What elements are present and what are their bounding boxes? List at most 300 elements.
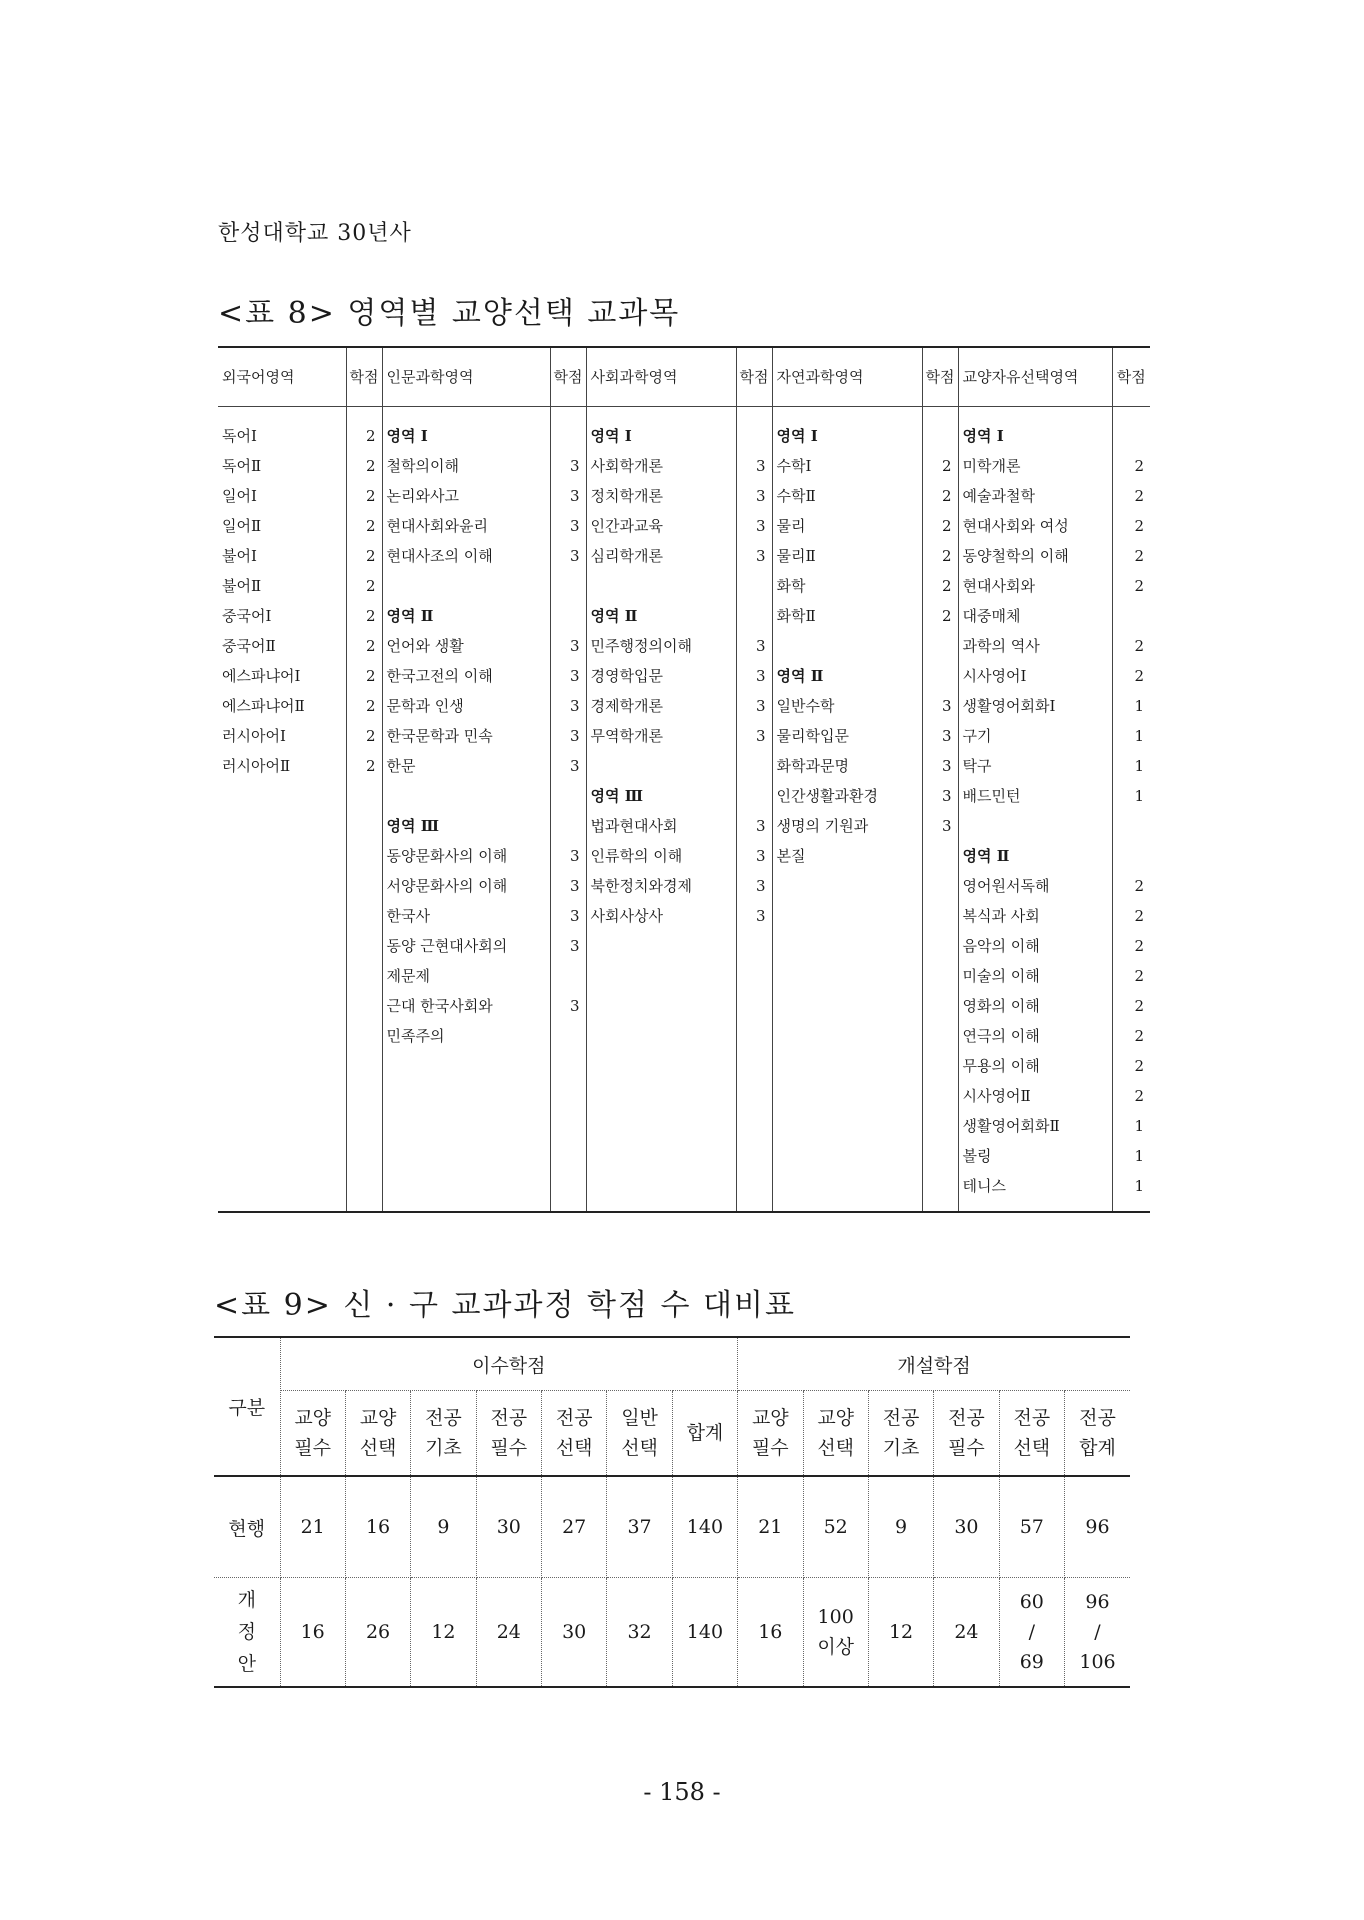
credit-cell: [550, 1111, 586, 1141]
course-cell: 사회학개론: [586, 451, 736, 481]
credit-cell: 3: [550, 691, 586, 721]
course-cell: 생활영어회화Ⅰ: [958, 691, 1112, 721]
credit-cell: 1: [1112, 781, 1150, 811]
course-cell: 논리와사고: [382, 481, 550, 511]
credit-cell: 3: [736, 661, 772, 691]
value-text: /: [1094, 1621, 1101, 1643]
table8-body: [218, 407, 1150, 1213]
table8-header-row: [218, 347, 1150, 407]
course-cell: [586, 991, 736, 1021]
credit-cell: [922, 661, 958, 691]
credit-cell: [922, 991, 958, 1021]
subheader-text: 필수: [948, 1437, 985, 1459]
table9-subheader-row: [214, 1391, 1130, 1477]
course-cell: 무용의 이해: [958, 1051, 1112, 1081]
credit-cell: 2: [1112, 541, 1150, 571]
credit-cell: 3: [550, 871, 586, 901]
table9-row-proposal: [214, 1578, 1130, 1688]
course-cell: 본질: [772, 841, 922, 871]
value-cell: 27: [542, 1476, 607, 1578]
course-cell: [382, 1051, 550, 1081]
course-cell: 서양문화사의 이해: [382, 871, 550, 901]
table8-row: [218, 1111, 1150, 1141]
credit-cell: [1112, 421, 1150, 451]
value-text: 24: [496, 1621, 521, 1643]
course-cell: 구기: [958, 721, 1112, 751]
credit-cell: [736, 1081, 772, 1111]
course-cell: 물리Ⅱ: [772, 541, 922, 571]
credit-cell: 2: [1112, 1051, 1150, 1081]
course-cell: 음악의 이해: [958, 931, 1112, 961]
credit-cell: [550, 961, 586, 991]
credit-cell: 2: [1112, 1021, 1150, 1051]
credit-cell: [346, 901, 382, 931]
course-cell: 생활영어회화Ⅱ: [958, 1111, 1112, 1141]
course-cell: [772, 1051, 922, 1081]
course-cell: [218, 1081, 346, 1111]
subheader-text: 일반: [621, 1407, 658, 1429]
credit-cell: [1112, 601, 1150, 631]
value-cell: [738, 1578, 803, 1688]
value-text: 106: [1079, 1651, 1116, 1673]
credit-cell: [1112, 841, 1150, 871]
credit-cell: [736, 961, 772, 991]
value-cell: [476, 1578, 541, 1688]
table8-row: [218, 931, 1150, 961]
subheader-text: 기초: [425, 1437, 462, 1459]
table8-row: [218, 961, 1150, 991]
value-text: 12: [431, 1621, 456, 1643]
credit-cell: 3: [550, 901, 586, 931]
course-cell: 한국고전의 이해: [382, 661, 550, 691]
page-number: - 158 -: [643, 1778, 721, 1806]
subheader-cell: [934, 1391, 999, 1477]
value-text: 26: [365, 1621, 391, 1643]
table8-row: [218, 721, 1150, 751]
table9: [214, 1336, 1130, 1688]
credit-cell: [346, 961, 382, 991]
course-cell: [586, 1111, 736, 1141]
credit-cell: 3: [922, 811, 958, 841]
course-cell: [218, 781, 346, 811]
credit-cell: 3: [736, 511, 772, 541]
course-cell: [382, 781, 550, 811]
subheader-cell: [999, 1391, 1064, 1477]
course-cell: [218, 1171, 346, 1212]
credit-cell: 2: [922, 511, 958, 541]
credit-cell: 3: [550, 991, 586, 1021]
course-cell: 에스파냐어Ⅱ: [222, 697, 305, 715]
table8-row: [218, 661, 1150, 691]
course-cell: 영역 Ⅱ: [958, 841, 1112, 871]
table8-row: [218, 601, 1150, 631]
credit-cell: [922, 1141, 958, 1171]
subheader-text: 필수: [294, 1437, 332, 1459]
credit-cell: 3: [550, 721, 586, 751]
credit-cell: 3: [922, 721, 958, 751]
subheader-cell: [411, 1391, 476, 1477]
course-cell: 근대 한국사회와: [382, 991, 550, 1021]
credit-cell: 2: [1112, 631, 1150, 661]
credit-cell: [736, 991, 772, 1021]
credit-cell: 1: [1112, 751, 1150, 781]
value-cell: 57: [999, 1476, 1064, 1578]
subheader-text: 필수: [751, 1437, 789, 1459]
course-cell: 정치학개론: [586, 481, 736, 511]
credit-cell: [550, 1021, 586, 1051]
value-text: 16: [300, 1621, 325, 1643]
course-cell: [218, 961, 346, 991]
value-text: 140: [686, 1621, 724, 1643]
spacer-row: [218, 407, 1150, 422]
credit-cell: 1: [1112, 1141, 1150, 1171]
value-text: 이상: [817, 1636, 855, 1658]
credit-cell: 2: [922, 601, 958, 631]
credit-cell: 2: [346, 661, 382, 691]
credit-cell: [736, 571, 772, 601]
course-cell: 인간생활과환경: [772, 781, 922, 811]
table8-row: [218, 1141, 1150, 1171]
credit-cell: [922, 901, 958, 931]
credit-cell: 2: [1112, 511, 1150, 541]
credit-label: 학점: [349, 368, 379, 386]
course-cell: [958, 811, 1112, 841]
credit-cell: [736, 781, 772, 811]
course-cell: 문학과 인생: [382, 691, 550, 721]
value-cell: [411, 1578, 476, 1688]
credit-cell: [922, 841, 958, 871]
subheader-text: 전공: [882, 1407, 920, 1429]
table8-row: [218, 1021, 1150, 1051]
credit-cell: 2: [1112, 961, 1150, 991]
credit-cell: [922, 1051, 958, 1081]
subheader-text: 선택: [817, 1437, 855, 1459]
col-credit: [1112, 347, 1150, 407]
credit-cell: [922, 961, 958, 991]
course-cell: [218, 811, 346, 841]
value-cell: [934, 1578, 999, 1688]
course-cell: 심리학개론: [586, 541, 736, 571]
credit-cell: 3: [550, 661, 586, 691]
course-cell: 중국어Ⅰ: [222, 607, 272, 625]
course-cell: 동양철학의 이해: [958, 541, 1112, 571]
table8-row: [218, 541, 1150, 571]
subheader-cell: [345, 1391, 410, 1477]
course-cell: 중국어Ⅱ: [222, 637, 276, 655]
credit-cell: 2: [1112, 991, 1150, 1021]
value-cell: 52: [803, 1476, 868, 1578]
course-cell: [218, 1111, 346, 1141]
table8-row: [218, 631, 1150, 661]
value-text: /: [1028, 1621, 1036, 1643]
row-label-proposal: [214, 1578, 280, 1688]
course-cell: 현대사회와윤리: [382, 511, 550, 541]
course-cell: [586, 1171, 736, 1212]
course-cell: 연극의 이해: [958, 1021, 1112, 1051]
subheader-text: 선택: [359, 1437, 397, 1459]
group-completed-credits: 이수학점: [280, 1337, 738, 1391]
table8-row: [218, 991, 1150, 1021]
value-cell: [999, 1578, 1064, 1688]
course-cell: 수학Ⅱ: [772, 481, 922, 511]
table8-row: [218, 691, 1150, 721]
course-cell: [382, 1081, 550, 1111]
value-cell: [1065, 1578, 1131, 1688]
table8-row: [218, 841, 1150, 871]
value-cell: [803, 1578, 868, 1688]
course-cell: 일어Ⅰ: [222, 487, 257, 505]
course-cell: 화학과문명: [772, 751, 922, 781]
credit-cell: [736, 751, 772, 781]
table8-row: [218, 451, 1150, 481]
course-cell: 배드민턴: [958, 781, 1112, 811]
credit-cell: 2: [1112, 1081, 1150, 1111]
course-cell: [382, 1171, 550, 1212]
course-cell: 인간과교육: [586, 511, 736, 541]
credit-cell: [922, 1111, 958, 1141]
table8-row: [218, 571, 1150, 601]
credit-cell: 2: [346, 631, 382, 661]
course-cell: [382, 1111, 550, 1141]
course-cell: 현대사회와 여성: [958, 511, 1112, 541]
course-cell: 미학개론: [958, 451, 1112, 481]
value-cell: [542, 1578, 607, 1688]
credit-cell: [346, 931, 382, 961]
group-offered-credits: 개설학점: [738, 1337, 1130, 1391]
course-cell: 복식과 사회: [958, 901, 1112, 931]
credit-cell: [346, 1051, 382, 1081]
subheader-text: 필수: [490, 1437, 528, 1459]
credit-cell: [346, 1081, 382, 1111]
course-cell: [382, 1141, 550, 1171]
course-cell: 영역 Ⅰ: [382, 421, 550, 451]
credit-cell: [922, 631, 958, 661]
credit-cell: [922, 931, 958, 961]
credit-cell: 3: [550, 451, 586, 481]
subheader-text: 전공: [1079, 1407, 1116, 1429]
value-cell: 30: [476, 1476, 541, 1578]
credit-cell: 2: [346, 421, 382, 451]
credit-cell: [346, 1171, 382, 1212]
credit-cell: [550, 421, 586, 451]
course-cell: [772, 901, 922, 931]
value-cell: [345, 1578, 410, 1688]
value-cell: 9: [411, 1476, 476, 1578]
credit-cell: 3: [736, 631, 772, 661]
credit-cell: 3: [550, 841, 586, 871]
credit-cell: [346, 781, 382, 811]
credit-cell: 2: [922, 571, 958, 601]
value-text: 32: [627, 1621, 652, 1643]
course-cell: [772, 991, 922, 1021]
subheader-cell: [738, 1391, 803, 1477]
course-cell: 북한정치와경제: [586, 871, 736, 901]
credit-cell: 2: [1112, 571, 1150, 601]
subheader-text: 선택: [555, 1437, 593, 1459]
col-natural-science: 자연과학영역: [772, 347, 922, 407]
course-cell: 독어Ⅱ: [222, 457, 262, 475]
course-cell: 민족주의: [382, 1021, 550, 1051]
value-text: 12: [888, 1621, 914, 1643]
credit-cell: [736, 1021, 772, 1051]
credit-cell: 2: [922, 481, 958, 511]
subheader-text: 전공: [555, 1407, 593, 1429]
running-header: 한성대학교 30년사: [218, 221, 412, 246]
course-cell: 화학Ⅱ: [772, 601, 922, 631]
subheader-text: 전공: [425, 1407, 462, 1429]
row-label-char: 정: [237, 1621, 256, 1643]
subheader-text: 전공: [948, 1407, 985, 1429]
subheader-text: 전공: [490, 1407, 528, 1429]
course-cell: 영역 Ⅱ: [586, 601, 736, 631]
course-cell: 물리학입문: [772, 721, 922, 751]
credit-cell: 3: [550, 511, 586, 541]
course-cell: 미술의 이해: [958, 961, 1112, 991]
credit-cell: [346, 1021, 382, 1051]
credit-cell: 3: [550, 751, 586, 781]
value-cell: [672, 1578, 737, 1688]
credit-cell: 3: [550, 541, 586, 571]
course-cell: [772, 1021, 922, 1051]
credit-label: 학점: [925, 368, 955, 386]
credit-cell: 3: [736, 481, 772, 511]
subheader-text: 선택: [621, 1437, 658, 1459]
table9-row-current: [214, 1476, 1130, 1578]
value-text: 60: [1019, 1591, 1044, 1613]
credit-cell: [736, 1171, 772, 1212]
course-cell: 독어Ⅰ: [222, 427, 257, 445]
col-credit: [736, 347, 772, 407]
course-cell: 동양 근현대사회의: [382, 931, 550, 961]
course-cell: 현대사조의 이해: [382, 541, 550, 571]
course-cell: 언어와 생활: [382, 631, 550, 661]
course-cell: 한국사: [382, 901, 550, 931]
credit-cell: 2: [346, 541, 382, 571]
credit-cell: 3: [922, 751, 958, 781]
credit-cell: 2: [1112, 661, 1150, 691]
course-cell: 법과현대사회: [586, 811, 736, 841]
row-label-char: 개: [237, 1589, 256, 1611]
course-cell: 에스파냐어Ⅰ: [222, 667, 301, 685]
credit-cell: 2: [346, 601, 382, 631]
credit-cell: [922, 871, 958, 901]
subheader-cell: [803, 1391, 868, 1477]
credit-cell: 2: [1112, 931, 1150, 961]
subheader-cell: [1065, 1391, 1131, 1477]
course-cell: [772, 1111, 922, 1141]
course-cell: [586, 931, 736, 961]
row-header-label: 구분: [214, 1337, 280, 1476]
value-text: 69: [1019, 1651, 1044, 1673]
credit-cell: 1: [1112, 691, 1150, 721]
credit-cell: [736, 1111, 772, 1141]
subheader-text: 교양: [359, 1407, 397, 1429]
credit-cell: [346, 1111, 382, 1141]
course-cell: [772, 1141, 922, 1171]
course-cell: 제문제: [382, 961, 550, 991]
course-cell: [586, 571, 736, 601]
subheader-text: 교양: [294, 1407, 332, 1429]
course-cell: [218, 871, 346, 901]
course-cell: 시사영어Ⅰ: [958, 661, 1112, 691]
course-cell: [772, 1081, 922, 1111]
credit-cell: [550, 1051, 586, 1081]
credit-label: 학점: [739, 368, 769, 386]
course-cell: 영역 Ⅱ: [772, 661, 922, 691]
credit-cell: 2: [346, 451, 382, 481]
subheader-text: 전공: [1013, 1407, 1051, 1429]
credit-cell: 3: [550, 631, 586, 661]
course-cell: 한국문학과 민속: [382, 721, 550, 751]
subheader-cell: [672, 1391, 737, 1477]
course-cell: [218, 1141, 346, 1171]
course-cell: [586, 1021, 736, 1051]
course-cell: 러시아어Ⅰ: [222, 727, 286, 745]
value-cell: 140: [672, 1476, 737, 1578]
course-cell: 수학Ⅰ: [772, 451, 922, 481]
credit-cell: [550, 571, 586, 601]
credit-cell: [346, 841, 382, 871]
credit-cell: 3: [550, 931, 586, 961]
credit-cell: 3: [922, 691, 958, 721]
value-cell: [607, 1578, 672, 1688]
course-cell: 인류학의 이해: [586, 841, 736, 871]
credit-cell: 2: [922, 451, 958, 481]
course-cell: 무역학개론: [586, 721, 736, 751]
course-cell: 탁구: [958, 751, 1112, 781]
course-cell: [772, 871, 922, 901]
col-credit: [550, 347, 586, 407]
subheader-cell: [476, 1391, 541, 1477]
credit-cell: [922, 1081, 958, 1111]
value-cell: 21: [738, 1476, 803, 1578]
course-cell: 과학의 역사: [958, 631, 1112, 661]
credit-cell: [346, 871, 382, 901]
credit-cell: 2: [346, 571, 382, 601]
value-cell: 96: [1065, 1476, 1131, 1578]
course-cell: 영역 Ⅲ: [586, 781, 736, 811]
table8-row: [218, 781, 1150, 811]
col-humanities: 인문과학영역: [382, 347, 550, 407]
course-cell: 현대사회와: [958, 571, 1112, 601]
value-cell: [280, 1578, 345, 1688]
course-cell: 사회사상사: [586, 901, 736, 931]
subheader-cell: [607, 1391, 672, 1477]
credit-cell: 2: [922, 541, 958, 571]
credit-cell: 3: [736, 871, 772, 901]
credit-cell: [922, 1021, 958, 1051]
col-credit: [346, 347, 382, 407]
course-cell: [586, 1051, 736, 1081]
value-cell: [868, 1578, 933, 1688]
subheader-cell: [542, 1391, 607, 1477]
course-cell: [218, 841, 346, 871]
col-free-elective: 교양자유선택영역: [958, 347, 1112, 407]
subheader-text: 기초: [882, 1437, 920, 1459]
subheader-cell: [280, 1391, 345, 1477]
credit-cell: 1: [1112, 721, 1150, 751]
credit-cell: 3: [736, 901, 772, 931]
subheader-text: 선택: [1013, 1437, 1051, 1459]
table8-title: <표 8> 영역별 교양선택 교과목: [218, 296, 681, 331]
table8-row: [218, 481, 1150, 511]
credit-cell: 3: [736, 841, 772, 871]
credit-cell: 2: [346, 751, 382, 781]
course-cell: 영역 Ⅰ: [958, 421, 1112, 451]
value-text: 96: [1085, 1591, 1110, 1613]
credit-cell: [736, 1141, 772, 1171]
credit-cell: [1112, 811, 1150, 841]
